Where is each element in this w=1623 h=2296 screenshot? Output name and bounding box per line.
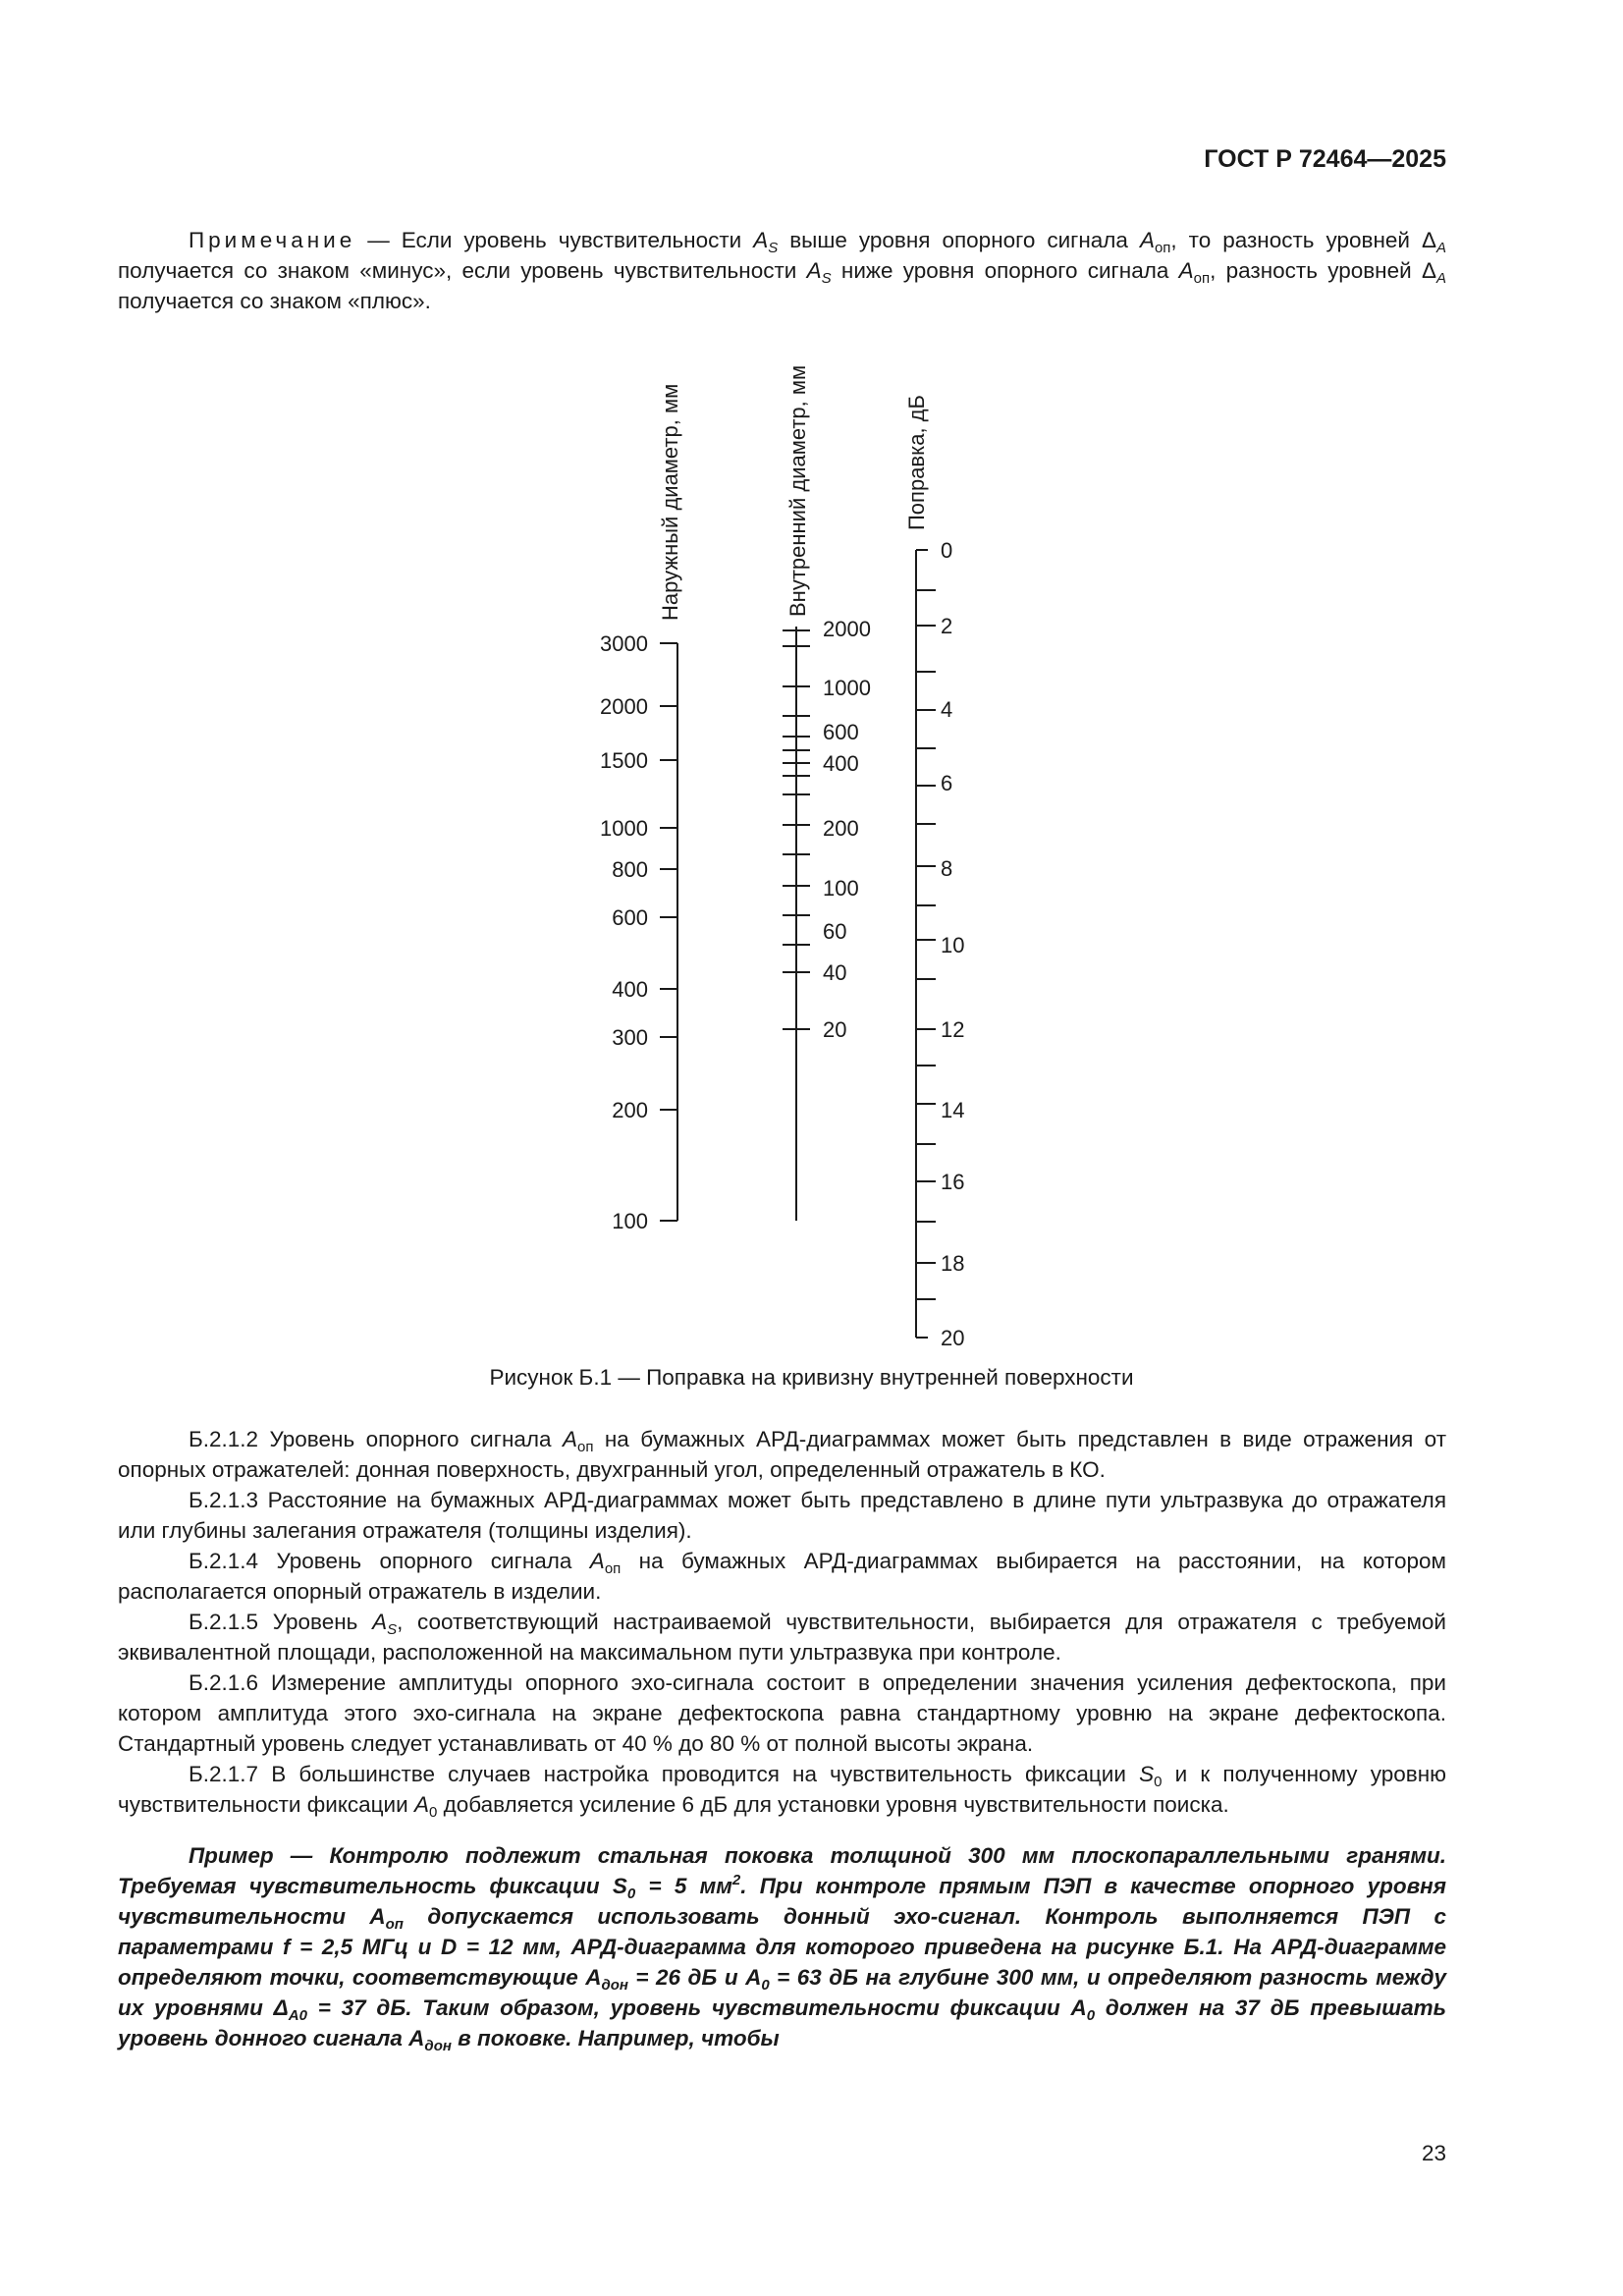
paragraph-b216: Б.2.1.6 Измерение амплитуды опорного эхо-сигнала состоит в определении значения усиления дефектоскопа, при котором амплитуда этого эхо-сигнала на экране дефектоскопа равна стандартному уровню на экране дефектоскопа. Стандартный уровень следует устанавливать от 40 % до 80 % от полной высоты экрана. [118, 1670, 1446, 1756]
outer-diameter-tick-label: 1500 [600, 748, 648, 773]
correction-tick-label: 8 [941, 856, 953, 881]
outer-diameter-title: Наружный диаметр, мм [658, 383, 682, 621]
paragraph-b215: Б.2.1.5 Уровень $A_S$, соответствующий настраиваемой чувствительности, выбирается для отражателя с требуемой эквивалентной площади, расположенной на максимальном пути ультразвука при контроле. [118, 1610, 1447, 1665]
inner-diameter-tick-label: 20 [823, 1017, 847, 1042]
note-label: Примечание [189, 228, 356, 252]
inner-diameter-tick-label: 1000 [823, 676, 871, 700]
correction-tick-label: 18 [941, 1251, 965, 1276]
outer-diameter-tick-label: 200 [612, 1098, 648, 1122]
inner-diameter-tick-label: 100 [823, 876, 859, 901]
correction-tick-label: 14 [941, 1098, 965, 1122]
outer-diameter-tick-label: 2000 [600, 694, 648, 719]
example-paragraph: Пример — Контролю подлежит стальная поковка толщиной 300 мм плоскопараллельными гранями. Требуемая чувствительность фиксации $S_0 = 5$ $мм^2$. При контроле прямым ПЭП в качестве опорного уровня чувствительности $A_{оп}$ допускается использовать донный эхо-сигнал. Контроль выполняется ПЭП с параметрами f = 2,5 МГц и D = 12 мм, АРД-диаграмма для которого приведена на рисунке Б.1. На АРД-диаграмме определяют точки, соответствующие $A_{дон} = 26$ дБ и $A_0 = 63$ дБ на глубине 300 мм, и определяют разность между их уровнями $\Delta_{A0} = 37$ дБ. Таким образом, уровень чувствительности фиксации $A_0$ должен на 37 дБ превышать уровень донного сигнала $A_{дон}$ в поковке. Например, чтобы [118, 1843, 1446, 2054]
inner-diameter-tick-label: 60 [823, 919, 847, 944]
page-number: 23 [1421, 2141, 1446, 2165]
inner-diameter-tick-label: 40 [823, 960, 847, 985]
inner-diameter-tick-label: 600 [823, 720, 859, 744]
inner-diameter-tick-label: 400 [823, 751, 859, 776]
paragraph-b214: Б.2.1.4 Уровень опорного сигнала $A_{оп}$ на бумажных АРД-диаграммах выбирается на расстоянии, на котором располагается опорный отражатель в изделии. [118, 1549, 1446, 1604]
correction-tick-label: 20 [941, 1326, 965, 1350]
correction-tick-label: 16 [941, 1170, 965, 1194]
outer-diameter-tick-label: 100 [612, 1209, 648, 1233]
inner-diameter-tick-label: 2000 [823, 617, 871, 641]
note-paragraph: Примечание — Если уровень чувствительности $A_S$ выше уровня опорного сигнала $A_{оп}$, то разность уровней $\Delta_A$ получается со знаком «минус», если уровень чувствительности $A_S$ ниже уровня опорного сигнала $A_{оп}$, разность уровней $\Delta_A$ получается со знаком «плюс». [118, 228, 1447, 313]
outer-diameter-tick-label: 600 [612, 905, 648, 930]
inner-diameter-title: Внутренний диаметр, мм [785, 364, 810, 617]
paragraph-b217: Б.2.1.7 В большинстве случаев настройка проводится на чувствительность фиксации $S_0$ и к полученному уровню чувствительности фиксации $A_0$ добавляется усиление 6 дБ для установки уровня чувствительности поиска. [118, 1762, 1446, 1821]
body-text [118, 1424, 1446, 1820]
figure-caption: Рисунок Б.1 — Поправка на кривизну внутренней поверхности [489, 1365, 1134, 1390]
correction-tick-label: 6 [941, 771, 953, 795]
correction-tick-label: 4 [941, 697, 953, 722]
outer-diameter-tick-label: 400 [612, 977, 648, 1002]
paragraph-b213: Б.2.1.3 Расстояние на бумажных АРД-диаграммах может быть представлено в длине пути ультразвука до отражателя или глубины залегания отражателя (толщины изделия). [118, 1488, 1446, 1543]
correction-title: Поправка, дБ [904, 395, 929, 530]
correction-tick-label: 12 [941, 1017, 965, 1042]
document-number: ГОСТ Р 72464—2025 [1204, 145, 1446, 173]
outer-diameter-tick-label: 800 [612, 857, 648, 882]
outer-diameter-tick-label: 300 [612, 1025, 648, 1050]
correction-tick-label: 2 [941, 614, 953, 638]
outer-diameter-tick-label: 3000 [600, 631, 648, 656]
correction-tick-label: 10 [941, 933, 965, 957]
correction-tick-label: 0 [941, 538, 953, 563]
inner-diameter-tick-label: 200 [823, 816, 859, 841]
outer-diameter-tick-label: 1000 [600, 816, 648, 841]
paragraph-b212: Б.2.1.2 Уровень опорного сигнала $A_{оп}$ на бумажных АРД-диаграммах может быть представлен в виде отражения от опорных отражателей: донная поверхность, двухгранный угол, определенный отражатель в КО. [118, 1427, 1447, 1482]
